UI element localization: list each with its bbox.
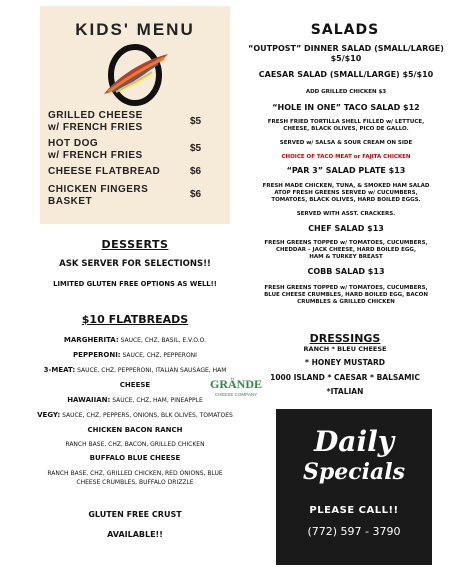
flatbread-item xyxy=(0,478,270,486)
salad-line: CHEDDAR – JACK CHEESE, HARD BOILED EGG, xyxy=(275,247,417,253)
flatbread-desc: SAUCE, CHZ, HAM, PINEAPPLE xyxy=(110,397,203,404)
kids-item-price: $5 xyxy=(190,116,202,127)
flatbreads-heading: $10 FLATBREADS xyxy=(81,313,189,326)
flatbread-item xyxy=(0,454,270,462)
flatbread-item xyxy=(0,366,270,374)
flatbread-desc: SAUCE, CHZ, PEPPERONI, ITALIAN SAUSAGE, HAM xyxy=(75,367,227,374)
salad-line: ATOP FRESH GREENS SERVED w/ CUCUMBERS, xyxy=(274,190,418,196)
flatbreads-list xyxy=(0,336,270,506)
gluten-free-crust-line: GLUTEN FREE CRUST xyxy=(88,510,182,519)
desserts-gluten-free-note: LIMITED GLUTEN FREE OPTIONS AS WELL!! xyxy=(53,280,217,288)
salad-line: $5/$10 xyxy=(330,54,362,63)
salad-line: FRESH MADE CHICKEN, TUNA, & SMOKED HAM SALAD xyxy=(262,183,430,189)
flatbread-desc: RANCH BASE, CHZ, BACON, GRILLED CHICKEN xyxy=(65,441,205,448)
salad-line: SERVED WITH ASST. CRACKERS. xyxy=(296,211,396,217)
salad-line: “PAR 3” SALAD PLATE $13 xyxy=(286,166,406,175)
flatbread-name: BUFFALO BLUE CHEESE xyxy=(89,454,181,462)
salad-line: CHEF SALAD $13 xyxy=(308,224,384,233)
salad-line: “OUTPOST” DINNER SALAD (SMALL/LARGE) xyxy=(248,44,444,53)
daily-logo-word: Daily xyxy=(314,425,394,458)
dressing-line: *ITALIAN xyxy=(326,387,364,396)
dressing-line: RANCH * BLEU CHEESE xyxy=(303,345,387,353)
flatbread-name: PEPPERONI: xyxy=(73,351,121,359)
kids-menu-title: KIDS' MENU xyxy=(75,20,195,39)
flatbread-desc: RANCH BASE, CHZ, GRILLED CHICKEN, RED ONIONS, BLUE xyxy=(47,470,223,477)
salad-line: COBB SALAD $13 xyxy=(307,267,385,276)
salad-line: BLUE CHEESE CRUMBLES, HARD BOILED EGG, BACON xyxy=(264,292,428,298)
svg-text:CHEESE COMPANY: CHEESE COMPANY xyxy=(214,392,258,397)
daily-specials-panel xyxy=(276,409,432,565)
flatbread-desc: SAUCE, CHZ, BASIL, E.V.O.O. xyxy=(118,337,207,344)
salad-line: TOMATOES, BLACK OLIVES, HARD BOILED EGGS. xyxy=(271,197,421,203)
flatbread-item xyxy=(0,351,270,359)
desserts-heading: DESSERTS xyxy=(101,238,169,251)
specials-logo-word: Specials xyxy=(302,459,406,485)
kids-menu-panel xyxy=(40,6,230,224)
kids-item-price: $5 xyxy=(190,143,202,154)
kids-item-name: CHEESE FLATBREAD xyxy=(48,166,161,177)
flatbread-item xyxy=(0,411,270,419)
feather-o-logo-icon xyxy=(98,42,172,106)
phone-number: (772) 597 - 3790 xyxy=(307,525,401,538)
flatbread-item xyxy=(0,440,270,448)
svg-text:GRÄNDE: GRÄNDE xyxy=(209,377,263,391)
flatbread-name: MARGHERITA: xyxy=(63,336,119,344)
salad-line: “HOLE IN ONE” TACO SALAD $12 xyxy=(272,103,420,112)
flatbread-name: CHICKEN BACON RANCH xyxy=(87,426,183,434)
salad-line: ADD GRILLED CHICKEN $3 xyxy=(305,89,387,95)
flatbread-name: CHEESE xyxy=(119,381,151,389)
flatbread-name: 3-MEAT: xyxy=(43,366,76,374)
gluten-free-available-line: AVAILABLE!! xyxy=(107,530,163,539)
flatbread-desc: SAUCE, CHZ, PEPPERONI xyxy=(120,352,197,359)
flatbread-item xyxy=(0,426,270,434)
salad-line: CHEESE, BLACK OLIVES, PICO DE GALLO. xyxy=(283,126,409,132)
salads-heading: SALADS xyxy=(310,22,380,38)
flatbread-item xyxy=(0,336,270,344)
salad-line: FRESH GREENS TOPPED w/ TOMATOES, CUCUMBERS, xyxy=(264,240,428,246)
daily-specials-logo-icon xyxy=(302,421,406,487)
salad-line: CHOICE OF TACO MEAT or FAJITA CHICKEN xyxy=(281,154,411,160)
salad-line: CAESAR SALAD (SMALL/LARGE) $5/$10 xyxy=(258,70,434,79)
salad-line: FRESH GREENS TOPPED w/ TOMATOES, CUCUMBERS, xyxy=(264,285,428,291)
desserts-ask-server: ASK SERVER FOR SELECTIONS!! xyxy=(59,259,211,269)
kids-item-price: $6 xyxy=(190,166,202,177)
kids-item-price: $6 xyxy=(190,189,202,200)
salad-line: FRESH FRIED TORTILLA SHELL FILLED w/ LETTUCE, xyxy=(267,119,425,125)
kids-item-name: GRILLED CHEESE w/ FRENCH FRIES xyxy=(48,110,143,133)
salad-line: HAM & TURKEY BREAST xyxy=(309,254,383,260)
salad-line: CRUMBLES & GRILLED CHICKEN xyxy=(297,299,395,305)
please-call-text: PLEASE CALL!! xyxy=(309,505,399,516)
flatbread-item xyxy=(0,469,270,477)
kids-item-name: CHICKEN FINGERS BASKET xyxy=(48,184,149,207)
flatbread-desc: CHEESE CRUMBLES, BUFFALO DRIZZLE xyxy=(76,479,194,486)
flatbread-desc: SAUCE, CHZ, PEPPERS, ONIONS, BLK OLIVES, TOMATOES xyxy=(60,412,233,419)
dressings-heading: DRESSINGS xyxy=(309,332,381,345)
flatbread-name: VEGY: xyxy=(37,411,61,419)
salad-line: SERVED w/ SALSA & SOUR CREAM ON SIDE xyxy=(279,140,413,146)
dressing-line: * HONEY MUSTARD xyxy=(305,358,385,367)
flatbread-name: HAWAIIAN: xyxy=(67,396,111,404)
dressing-line: 1000 ISLAND * CAESAR * BALSAMIC xyxy=(270,373,420,382)
kids-item-name: HOT DOG w/ FRENCH FRIES xyxy=(48,138,143,161)
